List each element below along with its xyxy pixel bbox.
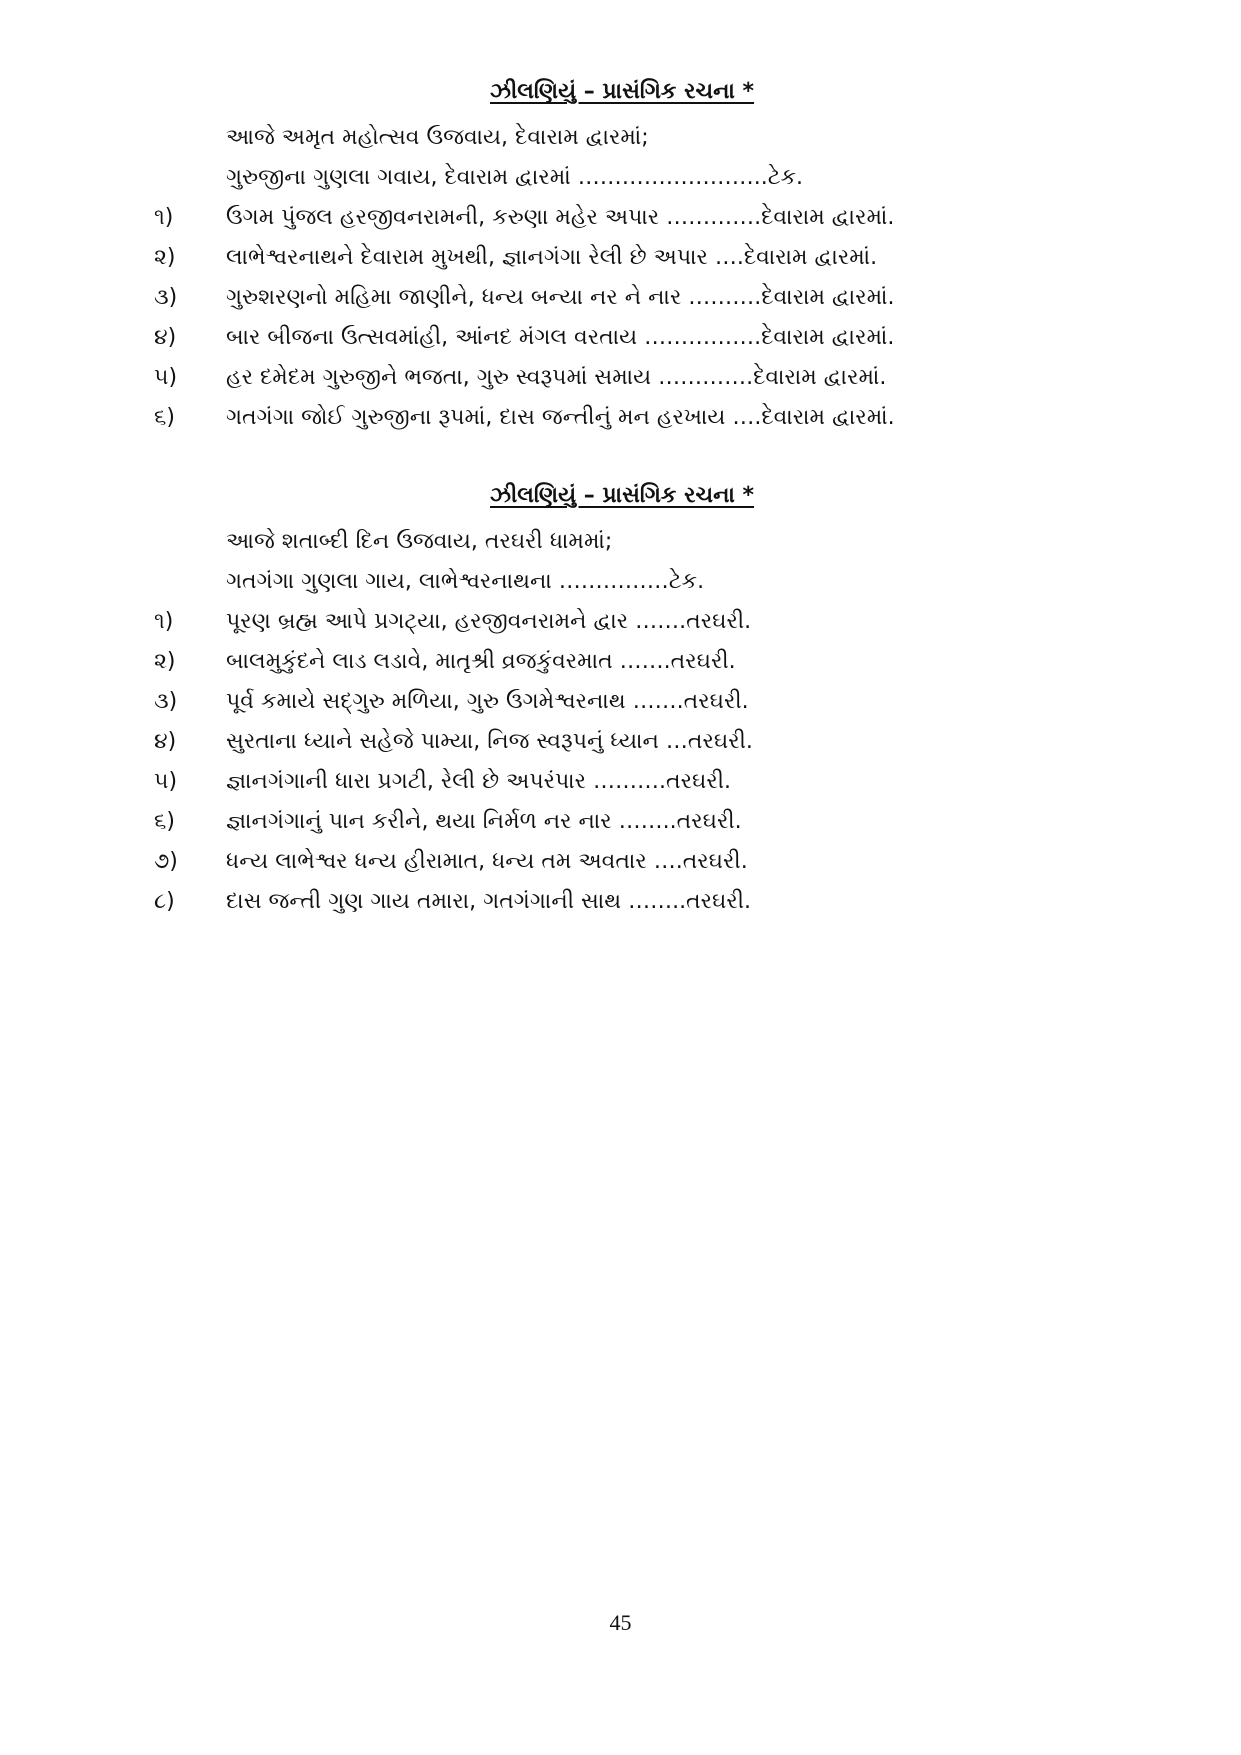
verse-text: ગતગંગા જોઈ ગુરુજીના રૂપમાં, દાસ જન્તીનું મન હરખાય ….દેવારામ દ્વારમાં. (226, 405, 895, 430)
verse-line (150, 722, 1050, 762)
refrain-text: ગુરુજીના ગુણલા ગવાય, દેવારામ દ્વારમાં ……………………..ટેક. (226, 165, 804, 190)
page-number: 45 (609, 1610, 632, 1635)
verse-number: ૪) (154, 325, 177, 350)
verse-text: બાર બીજના ઉત્સવમાંહી, આંનદ મંગલ વરતાય …………….દેવારામ દ્વારમાં. (226, 325, 895, 350)
verse-number: ૪) (154, 729, 177, 754)
verse-text: પૂરણ બ્રહ્મ આપે પ્રગટ્યા, હરજીવનરામને દ્વાર …….તરઘરી. (226, 609, 752, 634)
verse-text: ગુરુશરણનો મહિમા જાણીને, ધન્ય બન્યા નર ને નાર ……….દેવારામ દ્વારમાં. (226, 285, 895, 310)
verse-number: ૮) (154, 889, 175, 914)
verse-text: લાભેશ્વરનાથને દેવારામ મુખથી, જ્ઞાનગંગા રેલી છે અપાર ….દેવારામ દ્વારમાં. (226, 245, 878, 270)
verse-text: સુરતાના ધ્યાને સહેજે પામ્યા, નિજ સ્વરૂપનું ધ્યાન …તરઘરી. (226, 729, 753, 754)
refrain-text: આજે અમૃત મહોત્સવ ઉજવાય, દેવારામ દ્વારમાં; (226, 125, 649, 150)
verse-line (150, 602, 1050, 642)
verse-text: પૂર્વ કમાયે સદ્‌ગુરુ મળિયા, ગુરુ ઉગમેશ્વરનાથ …….તરઘરી. (226, 689, 749, 714)
verse-number: ૫) (154, 769, 178, 794)
refrain-line (150, 562, 1050, 602)
verse-text: બાલમુકુંદને લાડ લડાવે, માતૃશ્રી વ્રજકુંવરમાત …….તરઘરી. (226, 649, 736, 674)
verse-line (150, 642, 1050, 682)
verse-line (150, 842, 1050, 882)
hymn-section-1 (150, 78, 1050, 438)
verse-line (150, 762, 1050, 802)
verse-number: ૨) (154, 649, 176, 674)
verse-number: ૭) (154, 849, 178, 874)
verse-line (150, 358, 1050, 398)
verse-line (150, 278, 1050, 318)
verse-number: ૩) (154, 285, 178, 310)
verse-number: ૧) (154, 205, 174, 230)
verse-line (150, 882, 1050, 922)
verse-line (150, 198, 1050, 238)
verse-number: ૨) (154, 245, 176, 270)
refrain-line (150, 522, 1050, 562)
verse-number: ૬) (154, 405, 175, 430)
verse-line (150, 398, 1050, 438)
verse-number: ૫) (154, 365, 178, 390)
verse-line (150, 802, 1050, 842)
verse-text: દાસ જન્તી ગુણ ગાય તમારા, ગતગંગાની સાથ ……..તરઘરી. (226, 889, 752, 914)
verse-line (150, 682, 1050, 722)
hymn-section-2 (150, 482, 1050, 922)
verse-text: ઉગમ પુંજલ હરજીવનરામની, કરુણા મહેર અપાર ………….દેવારામ દ્વારમાં. (226, 205, 895, 230)
verse-line (150, 318, 1050, 358)
verse-number: ૬) (154, 809, 175, 834)
refrain-text: ગતગંગા ગુણલા ગાય, લાભેશ્વરનાથના ……………ટેક. (226, 569, 705, 594)
section-title: ઝીલણિયું – પ્રાસંગિક રચના * (490, 79, 755, 104)
verse-number: ૩) (154, 689, 178, 714)
verse-text: જ્ઞાનગંગાની ધારા પ્રગટી, રેલી છે અપરંપાર ……….તરઘરી. (226, 769, 732, 794)
verse-line (150, 238, 1050, 278)
verse-text: જ્ઞાનગંગાનું પાન કરીને, થયા નિર્મળ નર નાર ……..તરઘરી. (226, 809, 742, 834)
verse-text: હર દમેદમ ગુરુજીને ભજતા, ગુરુ સ્વરૂપમાં સમાય ………….દેવારામ દ્વારમાં. (226, 365, 887, 390)
refrain-line (150, 158, 1050, 198)
verse-number: ૧) (154, 609, 174, 634)
refrain-text: આજે શતાબ્દી દિન ઉજવાય, તરઘરી ધામમાં; (226, 529, 613, 554)
verse-text: ધન્ય લાભેશ્વર ધન્ય હીરામાત, ધન્ય તમ અવતાર ….તરઘરી. (226, 849, 748, 874)
section-title: ઝીલણિયું – પ્રાસંગિક રચના * (490, 483, 755, 508)
refrain-line (150, 118, 1050, 158)
